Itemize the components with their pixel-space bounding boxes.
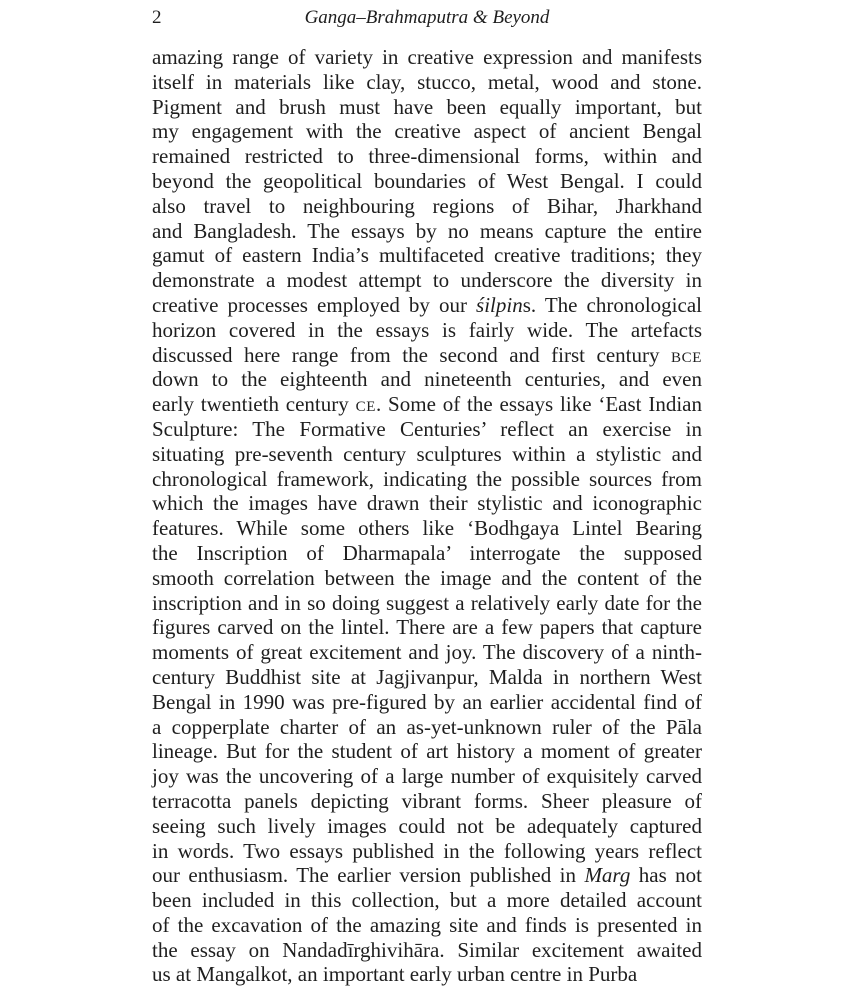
text-line [152,70,702,95]
text-run: terracotta panels depicting vibrant forms. Sheer pleasure of [152,788,702,813]
text-run: also travel to neighbouring regions of Bihar, Jharkhand [152,193,702,218]
text-run: has not [630,863,703,888]
era-abbreviation: BCE [671,349,702,366]
text-run: my engagement with the creative aspect of ancient Bengal [152,119,702,144]
text-run: seeing such lively images could not be adequately captured [152,813,702,838]
text-line [152,442,702,467]
text-run: horizon covered in the essays is fairly wide. The artefacts [152,317,702,342]
text-line [152,938,702,963]
text-run: situating pre-seventh century sculptures within a stylistic and [152,441,702,466]
text-line [152,491,702,516]
text-run: smooth correlation between the image and the content of the [152,565,702,590]
text-run: of the excavation of the amazing site and finds is presented in [152,912,702,937]
text-run: lineage. But for the student of art history a moment of greater [152,739,702,764]
text-run: the essay on Nandadīrghivihāra. Similar excitement awaited [152,937,702,962]
text-run: chronological framework, indicating the possible sources from [152,466,702,491]
era-abbreviation: CE [355,399,376,416]
italic-term: śilpin [476,292,523,317]
text-line [152,839,702,864]
text-line [152,144,702,169]
text-run: beyond the geopolitical boundaries of West Bengal. I could [152,168,702,193]
text-line [152,243,702,268]
italic-term: Marg [584,863,631,888]
text-line [152,715,702,740]
text-run: creative processes employed by our [152,292,477,317]
text-line [152,566,702,591]
text-line [152,789,702,814]
text-run: Bengal in 1990 was pre-figured by an earlier accidental find of [152,689,702,714]
text-run: and Bangladesh. The essays by no means capture the entire [152,218,702,243]
text-line [152,962,702,987]
text-line [152,516,702,541]
text-line [152,467,702,492]
text-run: amazing range of variety in creative expression and manifests [152,45,702,69]
text-line [152,367,702,392]
text-run: features. While some others like ‘Bodhgaya Lintel Bearing [152,516,702,541]
text-run: demonstrate a modest attempt to underscore the diversity in [152,268,702,293]
text-line [152,392,702,417]
text-line [152,541,702,566]
text-run: remained restricted to three-dimensional forms, within and [152,144,702,169]
text-line [152,888,702,913]
text-line [152,665,702,690]
text-line [152,293,702,318]
text-line [152,913,702,938]
text-line [152,615,702,640]
body-text [152,45,702,987]
text-line [152,219,702,244]
page-number: 2 [152,7,162,28]
text-run: moments of great excitement and joy. The discovery of a ninth- [152,640,702,665]
text-run: s. The chronological [522,292,702,317]
text-run: Sculpture: The Formative Centuries’ reflect an exercise in [152,416,702,441]
text-run: a copperplate charter of an as-yet-unknown ruler of the Pāla [152,714,702,739]
text-run: which the images have drawn their stylistic and iconographic [152,491,702,516]
text-line [152,863,702,888]
text-run: joy was the uncovering of a large number of exquisitely carved [152,764,702,789]
running-title: Ganga–Brahmaputra & Beyond [304,7,550,28]
text-run: figures carved on the lintel. There are a few papers that capture [152,615,702,640]
text-line [152,739,702,764]
text-run: the Inscription of Dharmapala’ interrogate the supposed [152,540,702,565]
text-run: our enthusiasm. The earlier version published in [152,863,585,888]
text-run: gamut of eastern India’s multifaceted creative traditions; they [152,243,702,268]
text-line [152,814,702,839]
text-run: century Buddhist site at Jagjivanpur, Malda in northern West [152,664,702,689]
text-run: . Some of the essays like ‘East Indian [375,392,702,417]
text-run: Pigment and brush must have been equally important, but [152,94,702,119]
text-run: down to the eighteenth and nineteenth centuries, and even [152,367,702,392]
text-run: inscription and in so doing suggest a relatively early date for the [152,590,702,615]
text-run: been included in this collection, but a more detailed account [152,888,702,913]
text-line [152,417,702,442]
running-header [152,4,702,32]
text-line [152,268,702,293]
text-line [152,95,702,120]
text-line [152,318,702,343]
text-run: in words. Two essays published in the following years reflect [152,838,702,863]
text-line [152,194,702,219]
text-run: discussed here range from the second and first century [152,342,672,367]
text-line [152,640,702,665]
text-line [152,169,702,194]
text-line [152,764,702,789]
text-line [152,119,702,144]
text-line [152,690,702,715]
text-run: itself in materials like clay, stucco, metal, wood and stone. [152,69,702,94]
text-line [152,343,702,368]
text-line [152,45,702,70]
text-run: us at Mangalkot, an important early urban centre in Purba [152,962,638,987]
text-line [152,591,702,616]
text-run: early twentieth century [152,392,356,417]
